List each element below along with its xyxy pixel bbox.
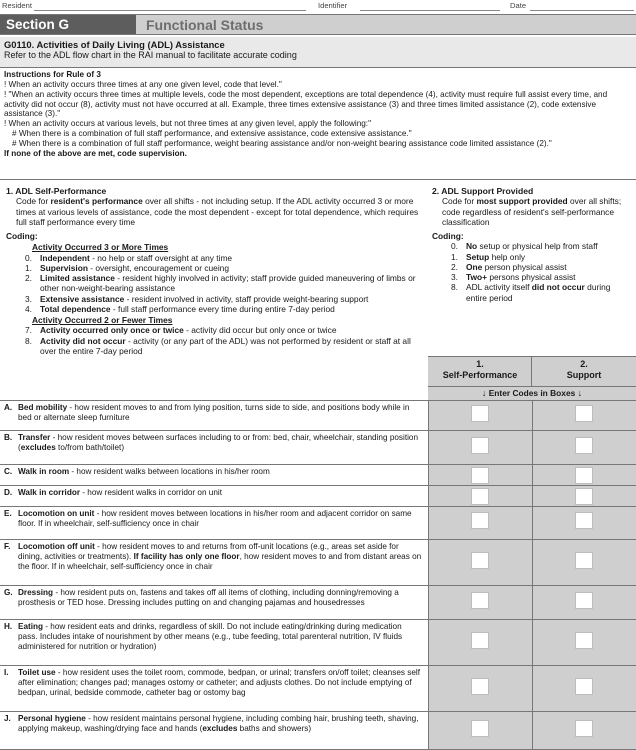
code-option	[6, 336, 426, 357]
support-code-box[interactable]	[575, 488, 593, 505]
code-term: Total dependence	[40, 303, 111, 314]
code-description: help only	[489, 251, 526, 262]
support-code-box[interactable]	[575, 592, 593, 609]
code-number: 8.	[451, 282, 458, 293]
activity-name: Personal hygiene	[18, 714, 86, 723]
item-subtitle: Refer to the ADL flow chart in the RAI manual to facilitate accurate coding	[4, 50, 297, 61]
code-number: 3.	[451, 272, 458, 283]
section-label: Section G	[0, 15, 136, 34]
header-fields	[0, 0, 636, 13]
activity-name: Walk in corridor	[18, 488, 81, 497]
self-performance-code-box[interactable]	[471, 512, 489, 529]
activity-letter: I.	[4, 668, 9, 677]
code-number: 1.	[451, 251, 458, 262]
code-term: Activity did not occur	[40, 335, 126, 346]
rule-line: # When there is a combination of full staff performance, weight bearing assistance and/or non-weight bearing assistance code limited assistance (2)."	[12, 138, 552, 148]
resident-label: Resident	[2, 1, 32, 10]
item-code-title: G0110. Activities of Daily Living (ADL) Assistance	[4, 39, 225, 50]
activity-text	[4, 622, 422, 652]
activity-name: Walk in room	[18, 467, 70, 476]
code-option	[6, 263, 426, 273]
activity-name: Transfer	[18, 433, 51, 442]
activity-description: - how resident walks in corridor on unit	[80, 488, 223, 497]
code-description: - no help or staff oversight at any time	[89, 252, 233, 263]
code-term: Activity occurred only once or twice	[40, 325, 184, 336]
column-divider	[532, 465, 533, 485]
activity-description-cont: baths and showers)	[237, 724, 312, 733]
code-term: No	[466, 241, 478, 252]
support-code-box[interactable]	[575, 678, 593, 695]
column-divider	[532, 507, 533, 539]
activity-row	[0, 540, 636, 586]
code-columns	[428, 586, 636, 619]
code-option	[6, 253, 426, 263]
code-columns	[428, 431, 636, 464]
code-option	[6, 294, 426, 304]
code-description: - activity did occur but only once or twice	[183, 325, 337, 336]
support-instructions	[432, 186, 632, 303]
column-divider	[532, 666, 533, 711]
down-arrow-icon: ↓	[577, 388, 583, 398]
column-divider	[532, 431, 533, 464]
activity-text	[4, 588, 422, 608]
coding-instructions	[0, 180, 636, 356]
activity-name: Locomotion on unit	[18, 509, 95, 518]
activity-text	[4, 467, 422, 477]
rule-closing: If none of the above are met, code supervision.	[4, 148, 187, 158]
support-code-box[interactable]	[575, 720, 593, 737]
activity-emphasis: excludes	[20, 443, 56, 452]
code-option	[432, 262, 632, 272]
code-option	[432, 272, 632, 282]
resident-field[interactable]	[34, 10, 306, 11]
code-term: Setup	[466, 251, 490, 262]
activity-row	[0, 486, 636, 507]
adl-table	[0, 400, 636, 750]
activity-description: - how resident moves between surfaces including to or from: bed, chair, wheelchair, standing position (	[18, 433, 419, 452]
activity-letter: A.	[4, 403, 13, 412]
code-description: setup or physical help from staff	[477, 241, 598, 252]
col-support-header: 2. Support	[566, 359, 602, 381]
code-number: 0.	[25, 252, 32, 263]
code-term: Supervision	[40, 262, 88, 273]
activity-row	[0, 620, 636, 666]
code-description: during entire period	[466, 282, 611, 303]
activity-text	[4, 488, 422, 498]
section-title: Functional Status	[146, 17, 264, 33]
activity-row	[0, 465, 636, 486]
activity-name: Locomotion off unit	[18, 542, 95, 551]
self-performance-code-box[interactable]	[471, 437, 489, 454]
activity-description: - how resident moves to and returns from off-unit locations (e.g., areas set aside for dining, activities or treatments).	[18, 542, 399, 561]
activity-letter: D.	[4, 488, 13, 497]
column-divider	[532, 540, 533, 585]
code-option	[432, 282, 632, 303]
code-term: did not occur	[531, 282, 585, 293]
activity-description: - how resident maintains personal hygiene, including combing hair, brushing teeth, shaving, applying makeup, washing/drying face and hands (	[18, 714, 419, 733]
activity-name: Dressing	[18, 588, 54, 597]
activity-letter: H.	[4, 622, 13, 631]
self-performance-code-box[interactable]	[471, 552, 489, 569]
activity-emphasis: excludes	[202, 724, 238, 733]
self-performance-code-box[interactable]	[471, 632, 489, 649]
self-performance-heading: 1. ADL Self-Performance	[6, 186, 107, 196]
activity-description: - how resident moves between locations in his/her room and adjacent corridor on same floor. If in wheelchair, self-sufficiency once in chair	[18, 509, 412, 528]
table-column-headers	[428, 356, 636, 386]
column-divider	[532, 486, 533, 506]
activity-row	[0, 712, 636, 750]
support-code-list	[432, 241, 632, 303]
code-columns	[428, 666, 636, 711]
identifier-field[interactable]	[360, 10, 500, 11]
rule-line: ! When an activity occurs three times at any one given level, code that level."	[4, 79, 282, 89]
code-number: 4.	[25, 303, 32, 314]
support-coding-label: Coding:	[432, 231, 464, 242]
code-prefix: ADL activity itself	[466, 282, 532, 293]
activity-emphasis: If facility has only one floor	[133, 552, 240, 561]
activity-row	[0, 507, 636, 540]
support-description: Code for most support provided over all shifts; code regardless of resident's self-performance classification	[442, 196, 622, 227]
activity-row	[0, 586, 636, 620]
code-number: 2.	[25, 273, 32, 284]
group2-title: Activity Occurred 2 or Fewer Times	[32, 315, 173, 326]
activity-letter: C.	[4, 467, 13, 476]
activity-text	[4, 714, 422, 734]
column-divider	[532, 620, 533, 665]
code-option	[6, 273, 426, 294]
group2-list	[6, 325, 426, 356]
date-field[interactable]	[530, 10, 634, 11]
self-performance-code-box[interactable]	[471, 467, 489, 484]
activity-row	[0, 431, 636, 465]
code-description: person physical assist	[482, 261, 567, 272]
code-columns	[428, 486, 636, 506]
activity-description: - how resident uses the toilet room, commode, bedpan, or urinal; transfers on/off toilet; cleanses self after elimination; changes pad; manages ostomy or catheter; and adjusts clothes. Do not include emptying of bedpan, urinal, bedside commode, catheter bag or ostomy bag	[18, 668, 420, 697]
activity-letter: E.	[4, 509, 12, 518]
code-columns	[428, 401, 636, 430]
identifier-label: Identifier	[318, 1, 348, 10]
support-code-box[interactable]	[575, 437, 593, 454]
code-columns	[428, 540, 636, 585]
down-arrow-icon: ↓	[481, 388, 487, 398]
code-option	[432, 252, 632, 262]
activity-text	[4, 433, 422, 453]
activity-name: Eating	[18, 622, 44, 631]
coding-label: Coding:	[6, 231, 38, 242]
rule-line: ! "When an activity occurs three times at multiple levels, code the most dependent, exceptions are total dependence (4), activity must require full assist every time, and activity did not occur (8), activity must not have occurred at all. Example, three times extensive assistance (3) and three times limited assistance (2), code extensive assistance (3)."	[4, 89, 608, 119]
support-heading: 2. ADL Support Provided	[432, 186, 534, 196]
rule-of-3-instructions	[0, 68, 636, 180]
col-self-performance-header: 1. Self-Performance	[442, 359, 518, 381]
rule-of-3-heading: Instructions for Rule of 3	[4, 70, 101, 79]
section-header	[0, 14, 636, 35]
code-term: One	[466, 261, 483, 272]
self-performance-code-box[interactable]	[471, 488, 489, 505]
date-label: Date	[510, 1, 527, 10]
support-code-box[interactable]	[575, 405, 593, 422]
code-description: - oversight, encouragement or cueing	[87, 262, 229, 273]
support-code-box[interactable]	[575, 552, 593, 569]
support-code-box[interactable]	[575, 467, 593, 484]
code-description: - resident highly involved in activity; staff provide guided maneuvering of limbs or other non-weight-bearing assistance	[40, 273, 416, 294]
enter-codes-label: Enter Codes in Boxes	[488, 388, 576, 398]
code-option	[6, 304, 426, 314]
self-performance-code-box[interactable]	[471, 405, 489, 422]
code-columns	[428, 620, 636, 665]
activity-text	[4, 668, 422, 698]
code-number: 8.	[25, 335, 32, 346]
activity-text	[4, 403, 422, 423]
code-term: Independent	[40, 252, 90, 263]
activity-description-cont: , how resident moves to and from distant areas on the floor. If in wheelchair, self-sufficiency once in chair	[18, 552, 422, 571]
code-number: 7.	[25, 325, 32, 336]
self-performance-instructions	[6, 186, 426, 356]
column-divider	[532, 586, 533, 619]
activity-row	[0, 401, 636, 431]
activity-name: Toilet use	[18, 668, 56, 677]
code-description: - activity (or any part of the ADL) was not performed by resident or staff at all over the entire 7-day period	[40, 335, 411, 356]
activity-name: Bed mobility	[18, 403, 68, 412]
activity-letter: F.	[4, 542, 11, 551]
activity-letter: B.	[4, 433, 13, 442]
self-performance-description: Code for resident's performance over all shifts - not including setup. If the ADL activity occurred 3 or more times at various levels of assistance, code the most dependent - except for total dependence, which requires full staff performance every time	[16, 196, 419, 227]
code-columns	[428, 712, 636, 749]
code-number: 2.	[451, 261, 458, 272]
code-columns	[428, 465, 636, 485]
code-term: Limited assistance	[40, 273, 115, 284]
code-term: Two+	[466, 272, 488, 283]
code-number: 1.	[25, 262, 32, 273]
enter-codes-banner	[428, 386, 636, 400]
code-description: persons physical assist	[487, 272, 576, 283]
activity-letter: J.	[4, 714, 11, 723]
code-description: - resident involved in activity, staff provide weight-bearing support	[124, 293, 369, 304]
group1-title: Activity Occurred 3 or More Times	[32, 242, 169, 253]
support-code-box[interactable]	[575, 632, 593, 649]
self-performance-code-box[interactable]	[471, 678, 489, 695]
code-option	[432, 241, 632, 251]
activity-text	[4, 542, 422, 572]
code-number: 3.	[25, 293, 32, 304]
activity-description-cont: to/from bath/toilet)	[55, 443, 125, 452]
activity-row	[0, 666, 636, 712]
rule-line: # When there is a combination of full staff performance, and extensive assistance, code extensive assistance."	[12, 129, 412, 139]
activity-description: - how resident walks between locations in his/her room	[69, 467, 270, 476]
self-performance-code-box[interactable]	[471, 592, 489, 609]
item-heading	[0, 37, 636, 68]
activity-letter: G.	[4, 588, 13, 597]
activity-description: - how resident eats and drinks, regardless of skill. Do not include eating/drinking during medication pass. Includes intake of nourishment by other means (e.g., tube feeding, total parenteral nutrition, IV fluids administered for nutrition or hydration)	[18, 622, 403, 651]
activity-description: - how resident moves to and from lying position, turns side to side, and positions body while in bed or alternate sleep furniture	[18, 403, 410, 422]
code-number: 0.	[451, 241, 458, 252]
activity-description: - how resident puts on, fastens and takes off all items of clothing, including donning/removing a prosthesis or TED hose. Dressing includes putting on and changing pajamas and housedresses	[18, 588, 399, 607]
code-description: - full staff performance every time during entire 7-day period	[110, 303, 335, 314]
rule-line: ! When an activity occurs at various levels, but not three times at any given level, apply the following:"	[4, 119, 371, 129]
code-option	[6, 325, 426, 335]
column-divider	[532, 401, 533, 430]
column-divider	[532, 712, 533, 749]
group1-list	[6, 253, 426, 315]
self-performance-code-box[interactable]	[471, 720, 489, 737]
activity-text	[4, 509, 422, 529]
support-code-box[interactable]	[575, 512, 593, 529]
code-columns	[428, 507, 636, 539]
code-term: Extensive assistance	[40, 293, 125, 304]
